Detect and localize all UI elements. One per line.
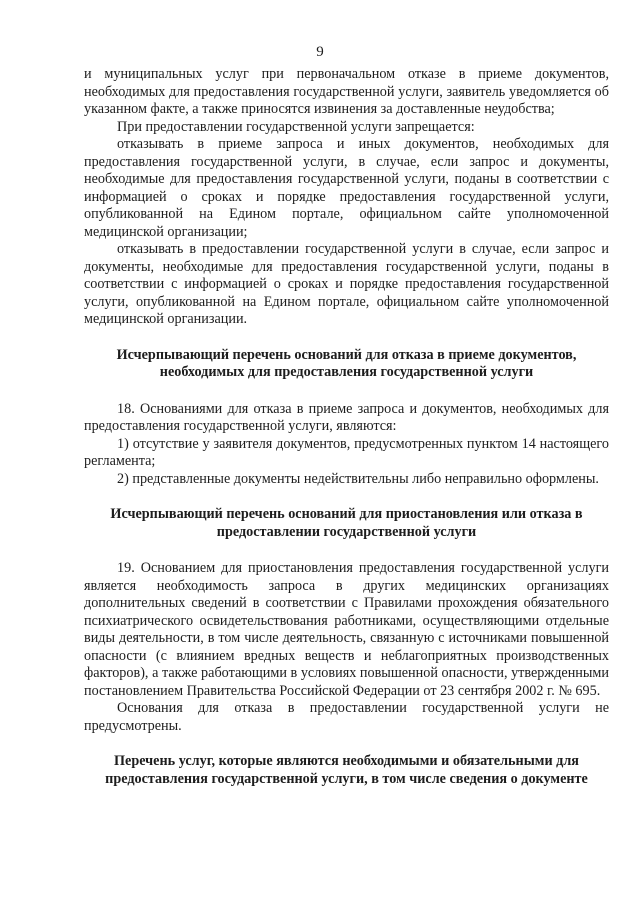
paragraph-19-no-refusal: Основания для отказа в предоставлении государственной услуги не предусмотрены. (84, 700, 609, 734)
paragraph-prohibition-2: отказывать в предоставлении государственной услуги в случае, если запрос и документы, необходимые для предоставления государственной услуги, поданы в соответствии с информацией о сроках и порядке предоставления государственной услуги, опубликованной на Едином портале, официальном сайте уполномоченной медицинской организации. (84, 241, 609, 327)
paragraph-prohibition-1: отказывать в приеме запроса и иных документов, необходимых для предоставления государственной услуги, в случае, если запрос и документы, необходимые для предоставления государственной услуги, поданы в соответствии с информацией о сроках и порядке предоставления государственной услуги, опубликованной на Едином портале, официальном сайте уполномоченной медицинской организации; (84, 136, 609, 240)
paragraph-18: 18. Основаниями для отказа в приеме запроса и документов, необходимых для предоставления государственной услуги, являются: (84, 400, 609, 434)
document-body (84, 66, 609, 788)
paragraph-18-item-2: 2) представленные документы недействительны либо неправильно оформлены. (117, 470, 599, 487)
paragraph-19: 19. Основанием для приостановления предоставления государственной услуги является необходимость запроса в других медицинских организациях дополнительных сведений в соответствии с Правилами прохождения обязательного психиатрического освидетельствования работниками, осуществляющими отдельные виды деятельности, в том числе деятельность, связанную с источниками повышенной опасности (с влиянием вредных веществ и неблагоприятных производственных факторов), а также работающими в условиях повышенной опасности, утвержденными постановлением Правительства Российской Федерации от 23 сентября 2002 г. № 695. (84, 560, 609, 699)
page-number: 9 (316, 44, 324, 60)
paragraph-continuation: и муниципальных услуг при первоначальном отказе в приеме документов, необходимых для предоставления государственной услуги, заявитель уведомляется об указанном факте, а также приносятся извинения за доставленные неудобства; (84, 66, 609, 117)
paragraph-prohibition-intro: При предоставлении государственной услуги запрещается: (117, 118, 475, 135)
paragraph-18-item-1: 1) отсутствие у заявителя документов, предусмотренных пунктом 14 настоящего регламента; (84, 435, 609, 469)
section-heading-required-services: Перечень услуг, которые являются необходимыми и обязательными для предоставления государственной услуги, в том числе сведения о документе (105, 753, 588, 787)
section-heading-suspension: Исчерпывающий перечень оснований для приостановления или отказа в предоставлении государственной услуги (110, 506, 583, 540)
section-heading-refusal-documents: Исчерпывающий перечень оснований для отказа в приеме документов, необходимых для предоставления государственной услуги (116, 346, 577, 380)
